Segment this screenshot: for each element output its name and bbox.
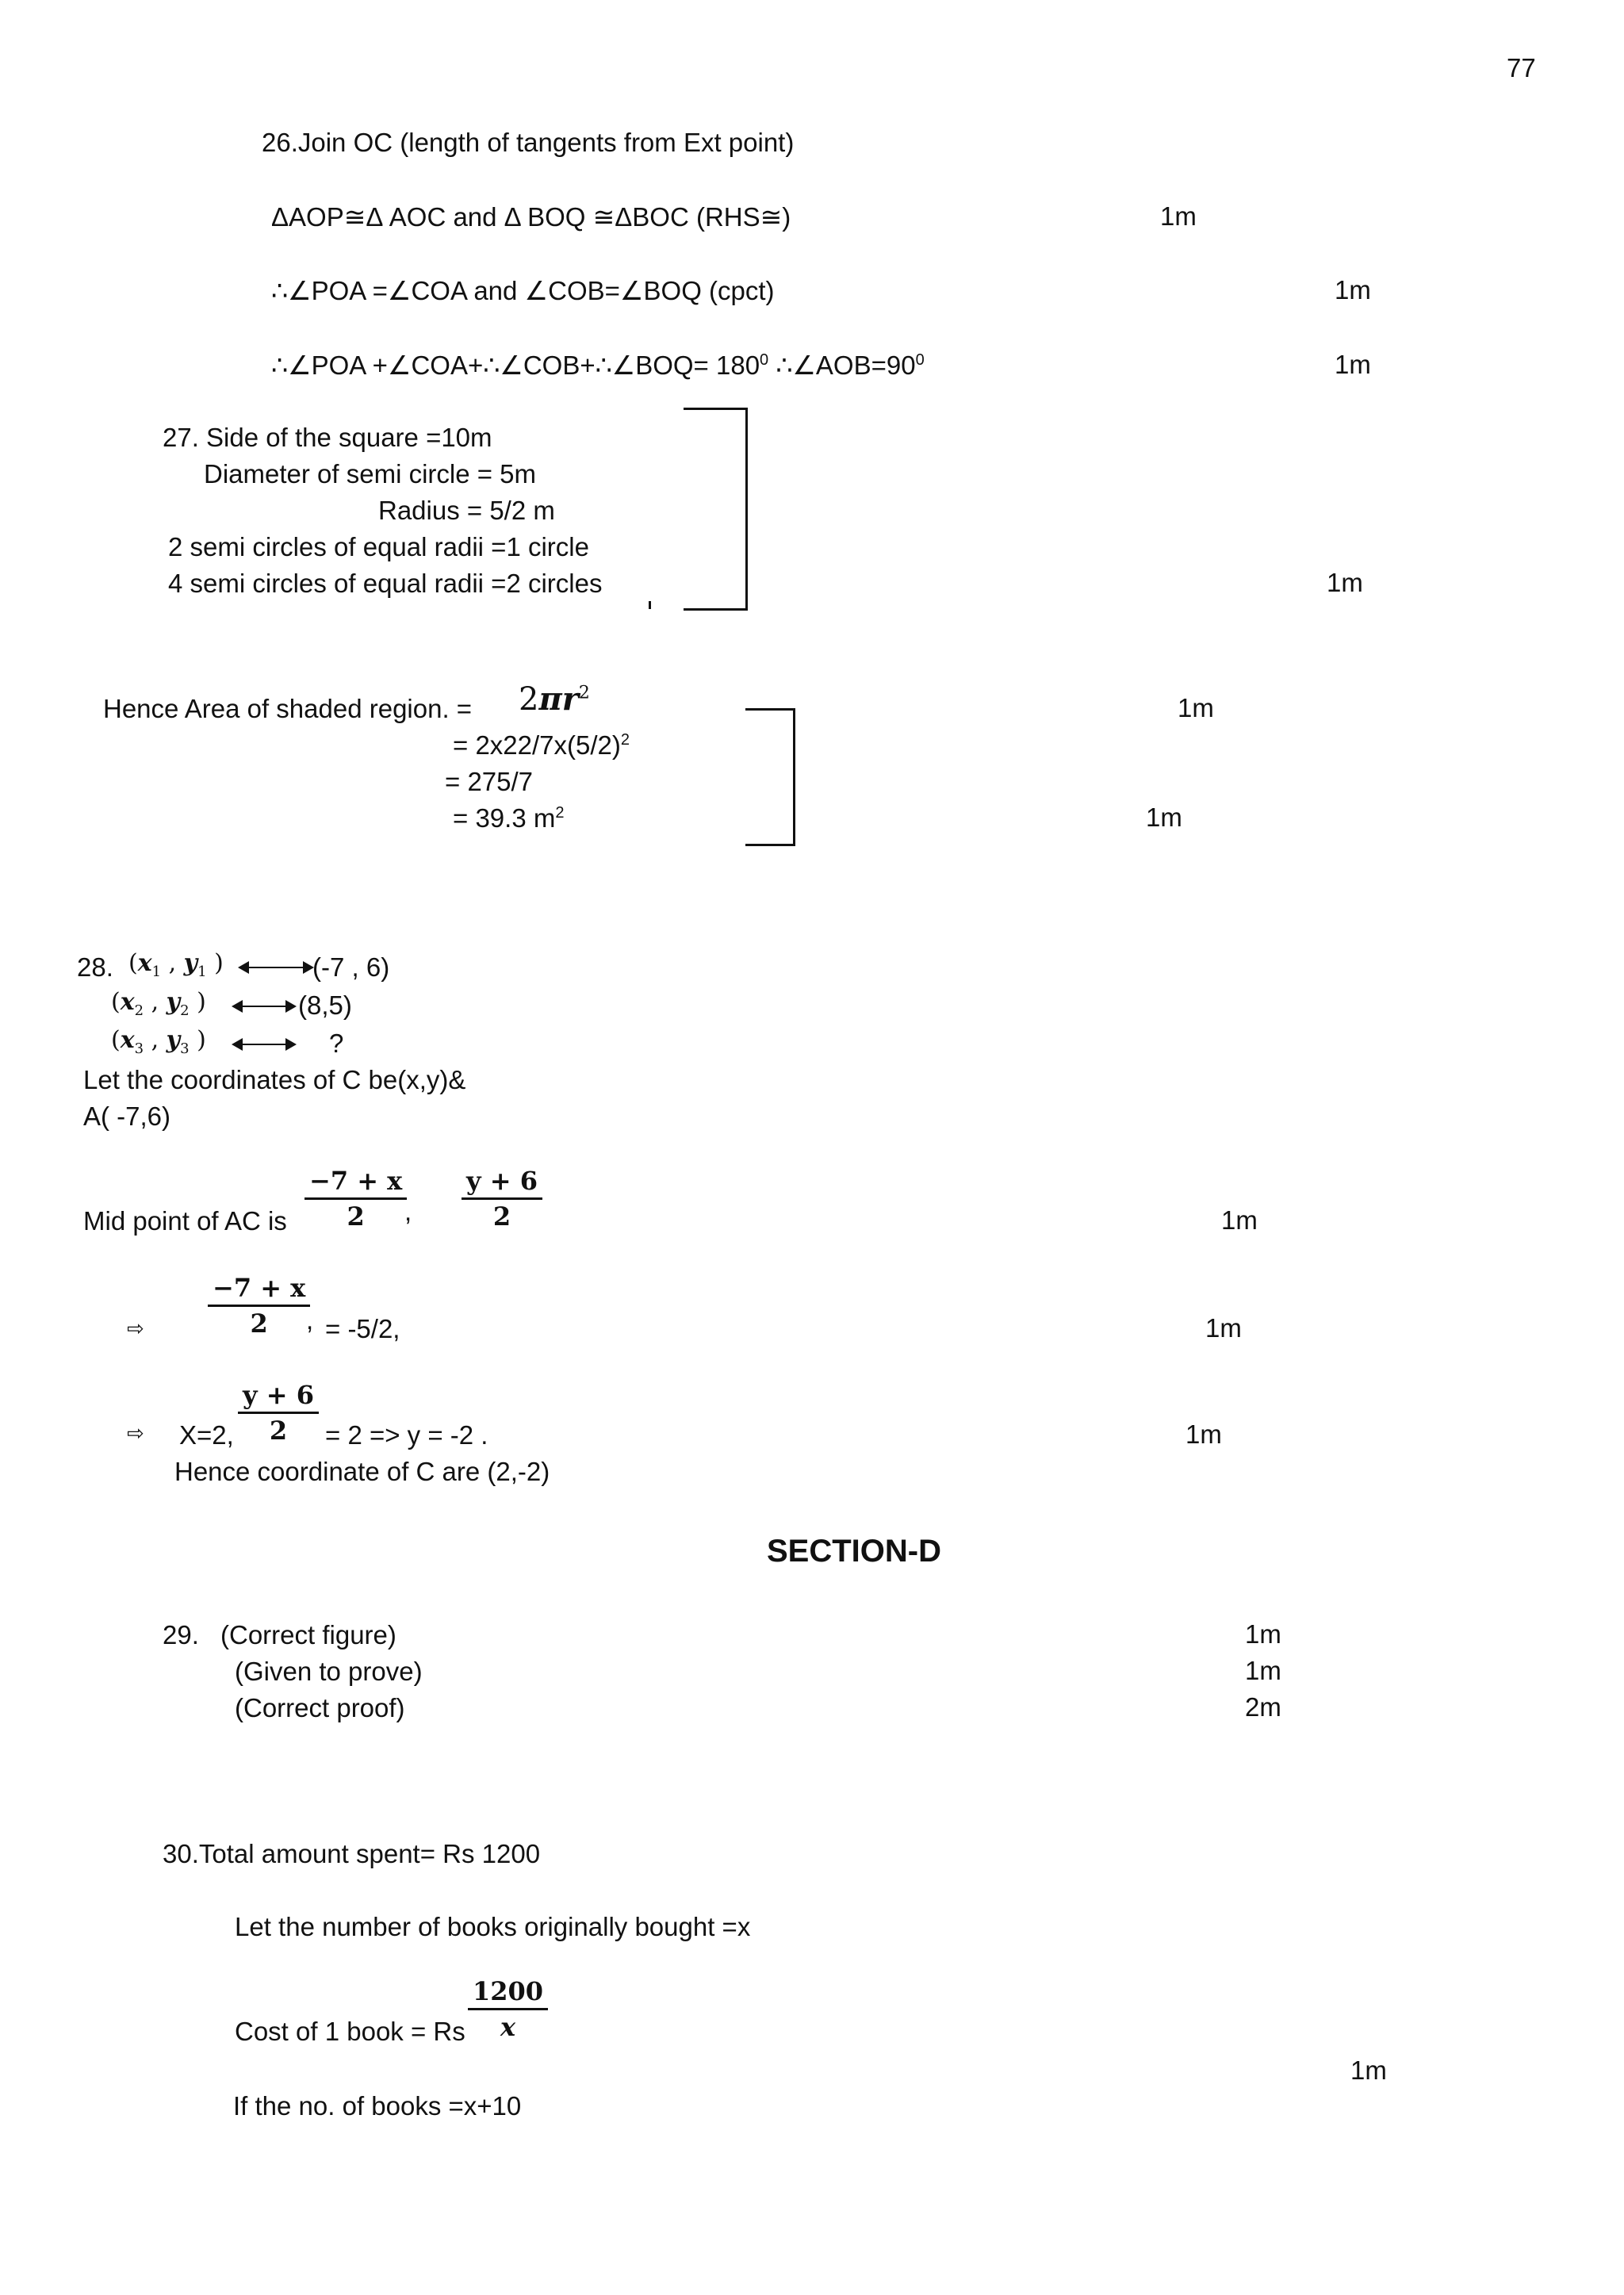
q28-frac2: [462, 1166, 542, 1232]
q26-line4a: ∴∠POA +∠COA+∴∠COB+∴∠BOQ= 180: [271, 351, 760, 380]
q26-line4: [271, 350, 925, 381]
q29-number: 29.: [163, 1620, 199, 1649]
q28-point2: (8,5): [298, 990, 352, 1020]
q27-formula-coef: 2: [519, 681, 539, 718]
q26-line2: ΔAOP≅Δ AOC and Δ BOQ ≅ΔBOC (RHS≅): [271, 202, 791, 232]
q27-formula-pi: πr: [538, 680, 579, 718]
q28-pair3: ($x_3$ , $y_3$ ): [111, 1026, 206, 1057]
q29-line1: (Correct figure): [220, 1620, 396, 1649]
q28-x-eq: X=2,: [179, 1420, 234, 1450]
q27-hence: Hence Area of shaded region. =: [103, 694, 473, 723]
q28-let-line1: Let the coordinates of C be(x,y)&: [83, 1065, 466, 1094]
q28-point3: ?: [329, 1029, 344, 1058]
q27-mark2: 1m: [1178, 693, 1214, 722]
q28-y3-sub: 3: [180, 1040, 190, 1057]
q29-line2: (Given to prove): [235, 1657, 423, 1686]
q26-line1: 26.Join OC (length of tangents from Ext point): [262, 128, 795, 157]
q28-hence: Hence coordinate of C are (2,-2): [174, 1457, 550, 1486]
q28-eq1: = -5/2,: [325, 1314, 400, 1343]
q28-y1-sub: 1: [197, 964, 207, 980]
q28-x2-sub: 2: [134, 1002, 144, 1019]
q29-mark2: 1m: [1245, 1656, 1281, 1685]
section-d-heading: SECTION-D: [767, 1534, 941, 1569]
q28-y3: y: [166, 1026, 181, 1054]
q28-mark2: 1m: [1205, 1313, 1242, 1343]
q27-step1: [453, 730, 630, 761]
q26-line4-sup: 0: [760, 351, 769, 369]
q27-formula: [519, 680, 590, 718]
q28-frac1-num: −7 + x: [309, 1166, 403, 1196]
q28-frac2-num: y + 6: [466, 1166, 538, 1196]
q28-frac1-den: 2: [347, 1201, 365, 1232]
q28-comma2: ,: [306, 1305, 314, 1335]
q26-mark3: 1m: [1335, 275, 1371, 305]
implies-arrow-icon-2: ⇨: [127, 1421, 144, 1445]
q28-mark3: 1m: [1185, 1420, 1222, 1449]
q28-x3-sub: 3: [134, 1040, 144, 1057]
q27-mark1: 1m: [1327, 568, 1363, 597]
q28-frac1: [304, 1166, 407, 1232]
q28-let-line2: A( -7,6): [83, 1102, 171, 1131]
q28-x1-sub: 1: [151, 964, 162, 980]
q27-step2: = 275/7: [445, 767, 534, 796]
q27-step3-sup: 2: [555, 804, 565, 822]
q28-comma: ,: [404, 1197, 412, 1226]
q28-pair1: ($x_1$ , $y_1$ ): [128, 949, 224, 980]
q28-point1: (-7 , 6): [312, 952, 390, 982]
q30-cost-label: Cost of 1 book = Rs: [235, 2017, 465, 2046]
q27-bracket-2: [745, 708, 795, 846]
q30-cost-frac: [468, 1976, 548, 2042]
q28-mark1: 1m: [1221, 1205, 1258, 1235]
q30-line2: Let the number of books originally bought =x: [235, 1912, 751, 1941]
q28-eq2: = 2 => y = -2 .: [325, 1420, 488, 1450]
q30-cost-den: x: [500, 2012, 516, 2042]
q27-step3-text: = 39.3 m: [453, 803, 556, 833]
q29-line3: (Correct proof): [235, 1693, 405, 1722]
q28-frac4: [238, 1380, 319, 1446]
q28-frac2-den: 2: [492, 1201, 511, 1232]
q30-cost-num: 1200: [473, 1976, 544, 2006]
q28-arrow-1: [239, 967, 312, 968]
q30-mark1: 1m: [1350, 2056, 1387, 2085]
q30-line4: If the no. of books =x+10: [233, 2091, 522, 2121]
q26-line4b: ∴∠AOB=90: [768, 351, 916, 380]
implies-arrow-icon-1: ⇨: [127, 1316, 144, 1340]
q28-frac3-num: −7 + x: [213, 1273, 306, 1303]
q27-line4: 2 semi circles of equal radii =1 circle: [168, 532, 589, 561]
q28-frac4-num: y + 6: [243, 1380, 314, 1410]
q26-line3: ∴∠POA =∠COA and ∠COB=∠BOQ (cpct): [271, 276, 775, 305]
q27-step1-sup: 2: [620, 731, 630, 749]
q30-line1: 30.Total amount spent= Rs 1200: [163, 1839, 541, 1868]
q28-x3: x: [120, 1026, 135, 1054]
q28-arrow-3: [233, 1044, 295, 1045]
q27-step3: [453, 803, 564, 834]
q28-x1: x: [137, 949, 152, 977]
q28-pair2: ($x_2$ , $y_2$ ): [111, 988, 206, 1019]
q28-x2: x: [120, 988, 135, 1016]
q29-mark1: 1m: [1245, 1619, 1281, 1649]
q27-line2: Diameter of semi circle = 5m: [204, 459, 537, 489]
q27-line1: 27. Side of the square =10m: [163, 423, 492, 452]
q27-line5: 4 semi circles of equal radii =2 circles: [168, 569, 603, 598]
q27-formula-exp: 2: [578, 683, 590, 703]
q27-bracket-1-tick: [649, 601, 651, 609]
q27-mark3: 1m: [1146, 803, 1182, 832]
q28-y2-sub: 2: [180, 1002, 190, 1019]
q28-y1: y: [183, 949, 198, 977]
q26-mark2: 1m: [1160, 201, 1197, 231]
q28-y2: y: [166, 988, 181, 1016]
q26-mark4: 1m: [1335, 350, 1371, 379]
q28-frac3-den: 2: [250, 1308, 268, 1339]
q28-arrow-2: [233, 1006, 295, 1007]
page-number: 77: [1507, 53, 1536, 82]
q26-line4-sup2: 0: [915, 351, 925, 369]
q28-frac4-den: 2: [269, 1416, 288, 1446]
q27-line3: Radius = 5/2 m: [378, 496, 555, 525]
q27-bracket-1: [684, 408, 748, 611]
q28-midpoint-label: Mid point of AC is: [83, 1206, 287, 1236]
q28-number: 28.: [77, 952, 113, 982]
q29-mark3: 2m: [1245, 1692, 1281, 1722]
q28-frac3: [208, 1273, 310, 1339]
q27-step1-text: = 2x22/7x(5/2): [453, 730, 621, 760]
